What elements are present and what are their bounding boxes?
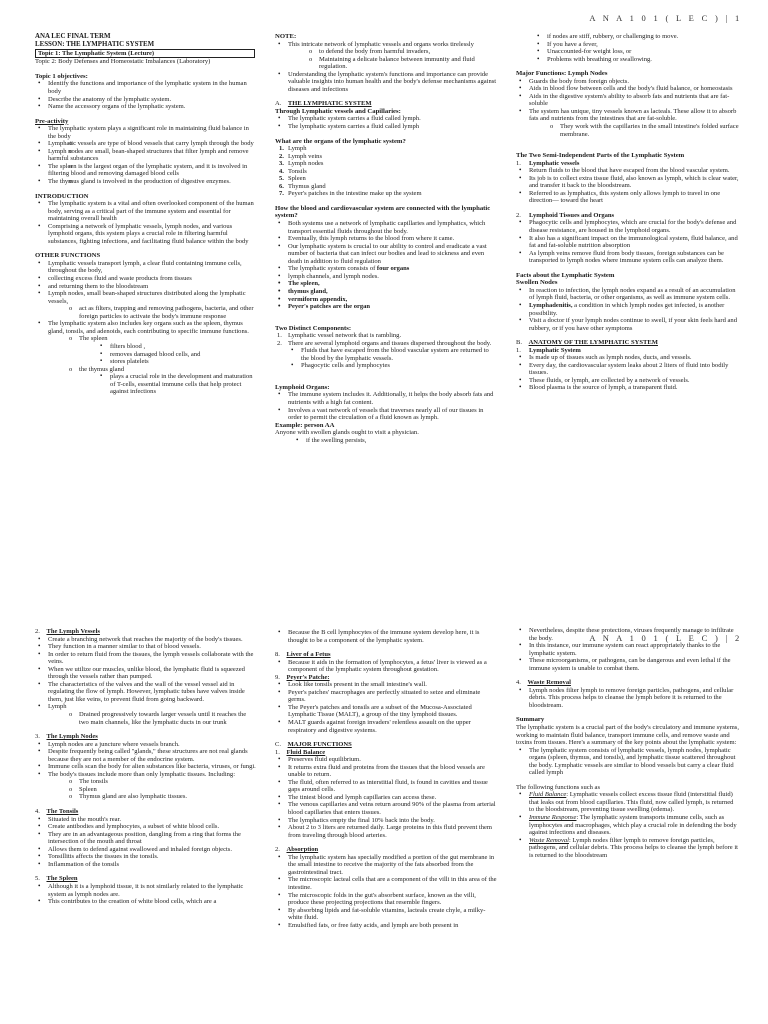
list-item: • The lymphatic system consists of lymphatic vessels, lymph nodes, lymphatic organs (spleen, thymus, and tonsils), and lymphatic tissue scattered throughout the body. Lymphatic vessels are similar to blood vessels but carry a clear fluid called lymph (516, 747, 740, 777)
facts-list (516, 287, 740, 332)
list-item: • The immune system includes it. Additionally, it helps the body absorb fats and nutrients with a high fat content. (275, 391, 498, 406)
objectives-heading: Topic 1 objectives: (35, 72, 88, 80)
list-item: • Aids in blood flow between cells and the body's fluid balance, or homeostasis (516, 85, 740, 93)
example-heading: Example: person AA (275, 421, 335, 429)
list-item: 4. Tonsils (279, 167, 307, 175)
list-item: • This intricate network of lymphatic vessels and organs works tirelessly o to defend the body from harmful invaders, o Maintaining a delicate balance between immunity and fluid regulation. (275, 41, 498, 71)
topic-1-box: Topic 1: The Lymphatic System (Lecture) (35, 49, 255, 59)
page-1-column-3 (516, 33, 740, 392)
list-item: • if nodes are stiff, rubbery, or challenging to move. (534, 33, 740, 41)
section-9-heading: 9. Peyer's Patche: (275, 673, 330, 681)
list-item: • Identify the functions and importance of the lymphatic system in the human body (35, 80, 257, 95)
page-number: A N A 1 0 1 ( L E C ) | 1 (589, 13, 742, 23)
peyers-list (275, 681, 498, 734)
summary-list (516, 747, 740, 777)
section-3-heading: 3. The Lymph Nodes (35, 733, 98, 741)
sub-item: o the thymus gland ▪ plays a crucial role in the development and maturation of T-cells, essential immune cells that help protect against infections (66, 366, 257, 396)
list-item: • Lymph o Drained progressively towards larger vessels until it reaches the two main channels, like the lymphatic ducts in our trunk (35, 703, 257, 726)
list-item: • Fluid Balance: Lymphatic vessels collect excess tissue fluid (interstitial fluid) that leaks out from blood capillaries. This fluid, now called lymph, is returned to the bloodstream, preventing tissue swelling (edema). (516, 791, 740, 814)
list-item: • Our lymphatic system is crucial to our ability to control and eradicate a vast number of bacteria that can infect our bodies and lead to sickness and even death in addition to fluid regulation (275, 243, 498, 266)
list-item: • The lymphatic system carries a fluid called lymph (275, 123, 498, 131)
fluid-balance-list (275, 756, 498, 839)
list-item: • lymph channels, and lymph nodes. (275, 273, 498, 281)
b-cell-list (275, 629, 498, 644)
list-item: • Tonsillitis affects the tissues in the tonsils. (35, 853, 257, 861)
other-functions-list (35, 260, 257, 396)
how-connected-list (275, 220, 498, 311)
document-title: ANA LEC FINAL TERM (35, 33, 111, 40)
sub-item: o act as filters, trapping and removing pathogens, bacteria, and other foreign particles to activate the body's immune response (66, 305, 257, 320)
sub-item: • Is made up of tissues such as lymph nodes, ducts, and vessels. (516, 354, 740, 362)
list-item: • Unaccounted-for weight loss, or (534, 48, 740, 56)
other-functions-heading: OTHER FUNCTIONS (35, 252, 101, 260)
list-item: • In reaction to infection, the lymph nodes expand as a result of an accumulation of lymph fluid, bacteria, or other organisms, as well as immune system cells. (516, 287, 740, 302)
list-item: • Involves a vast network of vessels that traverses nearly all of our tissues in order to permit the circulation of a fluid known as lymph. (275, 407, 498, 422)
sub-item: • Referred to as lymphatics, this system only allows lymph to travel in one direction— toward the heart (516, 190, 740, 205)
list-item: • Understanding the lymphatic system's functions and importance can provide valuable insights into human health and the body's defense mechanisms against diseases and infections (275, 71, 498, 94)
list-item: • Eventually, this lymph returns to the blood from where it came. (275, 235, 498, 243)
list-item: • Create antibodies and lymphocytes, a subset of white blood cells. (35, 823, 257, 831)
list-item: • The microscopic lacteal cells that are a component of the villi in this area of the intestine. (275, 876, 498, 891)
list-item: • When we utilize our muscles, unlike blood, the lymphatic fluid is squeezed through the vessels rather than pumped. (35, 666, 257, 681)
sub-sub-item: ▪ plays a crucial role in the development and maturation of T-cells, essential immune cells that help protect against infections (97, 373, 257, 396)
note-list (275, 41, 498, 94)
list-item: • The lymphatic system plays a significant role in maintaining fluid balance in the body (35, 125, 257, 140)
list-item: • MALT guards against foreign invaders' relentless assault on the upper respiratory and digestive systems. (275, 719, 498, 734)
lymphoid-organs-heading: Lymphoid Organs: (275, 383, 330, 391)
facts-heading: Facts about the Lymphatic System (516, 271, 615, 279)
fetus-liver-list (275, 659, 498, 674)
sub-item: o Maintaining a delicate balance between immunity and fluid regulation. (306, 56, 498, 71)
list-item: • Because it aids in the formation of lymphocytes, a fetus' liver is viewed as a component of the lymphatic system throughout gestation. (275, 659, 498, 674)
list-item: • Comprising a network of lymphatic vessels, lymph nodes, and various lymphoid organs, this system plays a crucial role in filtering harmful substances, fighting infections, and facilitating fluid balance within the body (35, 223, 257, 246)
section-2-heading: 2. The Lymph Vessels (35, 628, 100, 635)
sub-item: o The spleen ▪ filters blood , ▪ removes damaged blood cells, and ▪ stores platelets (66, 335, 257, 365)
page-number: A N A 1 0 1 ( L E C ) | 2 (589, 633, 742, 643)
lymph-nodes-list (35, 741, 257, 801)
major-functions-list (516, 78, 740, 138)
carries-list (275, 115, 498, 130)
sub-item: • These fluids, or lymph, are collected by a network of vessels. (516, 377, 740, 385)
list-item: • Allows them to defend against swallowed and inhaled foreign objects. (35, 846, 257, 854)
components-list (275, 332, 498, 370)
list-item: • Describe the anatomy of the lymphatic system. (35, 96, 257, 104)
through-heading: Through Lymphatic vessels and Capillaries: (275, 107, 401, 115)
two-components-heading: Two Distinct Components: (275, 324, 352, 332)
sub-item: • Return fluids to the blood that have escaped from the blood vascular system. (516, 167, 740, 175)
page-1-column-2 (275, 33, 498, 444)
list-item: • The lymphatic system also includes key organs such as the spleen, thymus gland, tonsils, and adenoids, each contributing to specific immune functions. o The spleen ▪ filters blood , ▪ removes damaged blood cells, and ▪ stores platelets o the thymus gland ▪ plays a crucial role in the development and maturation of T-cells, essential immune cells that help protect against infections (35, 320, 257, 395)
lymph-vessels-list (35, 636, 257, 727)
list-item: 1. Lymphatic vessels • Return fluids to the blood that have escaped from the blood vascular system. • Its job is to collect extra tissue fluid, also known as lymph, which is clear water, and transfer it back to the bloodstream. • Referred to as lymphatics, this system only allows lymph to travel in one direction— toward the heart (516, 160, 740, 205)
sub-item: • As lymph veins remove fluid from body tissues, foreign substances can be transported to lymph nodes where immune system cells can analyze them. (516, 250, 740, 265)
summary-heading: Summary (516, 716, 545, 724)
sub-item: o They work with the capillaries in the small intestine's folded surface membrane. (547, 123, 740, 138)
list-item: • Peyer's patches are the organ (275, 303, 498, 311)
list-item: • thymus gland, (275, 288, 498, 296)
list-item: • Although it is a lymphoid tissue, it is not similarly related to the lymphatic system as lymph nodes are. (35, 883, 257, 898)
list-item: • vermiform appendix, (275, 296, 498, 304)
list-item: • It returns extra fluid and proteins from the tissues that the blood vessels are unable to return. (275, 764, 498, 779)
list-item: • They are in an advantageous position, dangling from a ring that forms the intersection of the mouth and throat (35, 831, 257, 846)
pre-activity-heading: Pre-activity (35, 117, 69, 125)
anatomy-list (516, 347, 740, 392)
list-item: 2. Lymph veins (279, 152, 323, 160)
semi-independent-list (516, 160, 740, 265)
list-item: • Nevertheless, despite these protections, viruses frequently manage to infiltrate the body. (516, 627, 740, 642)
semi-independent-heading: The Two Semi-Independent Parts of the Lymphatic System (516, 152, 685, 160)
list-item: • The lymphatic system carries a fluid called lymph. (275, 115, 498, 123)
list-item: 2. Lymphoid Tissues and Organs • Phagocytic cells and lymphocytes, which are crucial for the body's defense and disease resistance, are housed in the lymphoid organs. • It also has a significant impact on the immunological system, fluid balance, and fat and fat-soluble nutrition absorption • As lymph veins remove fluid from body tissues, foreign substances can be transported to lymph nodes where immune system cells can analyze them. (516, 212, 740, 265)
sub-sub-item: ▪ stores platelets (97, 358, 257, 366)
list-item: 7. Peyer's patches in the intestine make up the system (279, 190, 422, 198)
fluid-balance-heading: 1. Fluid Balance (275, 748, 326, 756)
functions-list (516, 791, 740, 859)
introduction-heading: INTRODUCTION (35, 192, 89, 200)
page-1-column-1 (35, 33, 257, 396)
summary-text: The lymphatic system is a crucial part of the body's circulatory and immune systems, working to maintain fluid balance, transport immune cells, and remove waste and toxins from tissues. Here's a summary of the key points about the lymphatic system: (516, 724, 739, 747)
sub-item: • Fluids that have escaped from the blood vascular system are returned to the blood by the lymphatic vessels. (288, 347, 498, 362)
sub-sub-item: ▪ filters blood , (97, 343, 257, 351)
absorption-heading: 2. Absorption (275, 846, 319, 854)
list-item: • Waste Removal: Lymph nodes filter lymph to remove foreign particles, pathogens, and cellular debris. This process helps to cleanse the lymph before it is returned to the bloodstream (516, 837, 740, 860)
list-item: • Situated in the mouth's rear. (35, 816, 257, 824)
sub-sub-item: ▪ removes damaged blood cells, and (97, 351, 257, 359)
major-functions-heading: Major Functions: Lymph Nodes (516, 70, 608, 78)
list-item: • Visit a doctor if your lymph nodes continue to swell, if your skin feels hard and rubbery, or if you have other symptoms (516, 317, 740, 332)
list-item: • Lymph nodes are small, bean-shaped structures that filter lymph and remove harmful substances (35, 148, 257, 163)
list-item: • The venous capillaries and veins return around 90% of the plasma from arterial blood capillaries that enters tissues. (275, 801, 498, 816)
organs-question: What are the organs of the lymphatic system? (275, 137, 406, 145)
section-c-heading: C. MAJOR FUNCTIONS (275, 741, 352, 749)
list-item: • The lymphatic system has specially modified a portion of the gut membrane in the small intestine to receive the majority of the fats absorbed from the gastrointestinal tract. (275, 854, 498, 877)
list-item: • Look like tonsils present in the small intestine's wall. (275, 681, 498, 689)
list-item: • The thymus gland is involved in the production of digestive enzymes. (35, 178, 257, 186)
tonsils-list (35, 816, 257, 869)
pre-activity-list (35, 125, 257, 185)
list-item: • Lymphatic vessels transport lymph, a clear fluid containing immune cells, throughout the body, (35, 260, 257, 275)
example-list (293, 437, 498, 445)
list-item: • Because the B cell lymphocytes of the immune system develop here, it is thought to be a component of the lymphatic system. (275, 629, 498, 644)
page-2 (0, 600, 768, 1024)
list-item: • In this instance, our immune system can react appropriately thanks to the lymphatic system. (516, 642, 740, 657)
list-item: • Create a branching network that reaches the majority of the body's tissues. (35, 636, 257, 644)
list-item: • Lymph nodes filter lymph to remove foreign particles, pathogens, and cellular debris. This process helps to cleanse the lymph before it is returned to the bloodstream. (516, 687, 740, 710)
list-item: • The microscopic folds in the gut's absorbent surface, known as the villi, produce these projecting projections that resemble fingers. (275, 892, 498, 907)
list-item: • The lymphatics empty the final 10% back into the body. (275, 817, 498, 825)
section-b-heading: B. ANATOMY OF THE LYMPHATIC SYSTEM (516, 339, 658, 347)
sub-item: • Its job is to collect extra tissue fluid, also known as lymph, which is clear water, and transfer it back to the bloodstream. (516, 175, 740, 190)
sub-item: • Blood plasma is the source of lymph, a transparent fluid. (516, 384, 740, 392)
page-2-column-3 (516, 627, 740, 859)
list-item: • Both systems use a network of lymphatic capillaries and lymphatics, which transport essential fluids throughout the body. (275, 220, 498, 235)
sub-item: • Every day, the cardiovascular system leaks about 2 liters of fluid into bodily tissues. (516, 362, 740, 377)
list-item: • Aids in the digestive system's ability to absorb fats and nutrients that are fat-soluble (516, 93, 740, 108)
list-item: • The spleen is the largest organ of the lymphatic system, and it is involved in filtering blood and removing damaged blood cells (35, 163, 257, 178)
sub-item: o to defend the body from harmful invaders, (306, 48, 498, 56)
functions-intro: The following functions such as (516, 783, 601, 791)
list-item: • The lymphatic system is a vital and often overlooked component of the human body, serving as a critical part of the immune system and essential for maintaining overall health (35, 200, 257, 223)
list-item: • Preserves fluid equilibrium. (275, 756, 498, 764)
lymphoid-organs-list (275, 391, 498, 421)
list-item: • Lymphadenitis, a condition in which lymph nodes get infected, is another possibility. (516, 302, 740, 317)
section-8-heading: 8. Liver of a Fetus (275, 651, 331, 659)
list-item: 1. Lymphatic System • Is made up of tissues such as lymph nodes, ducts, and vessels. • Every day, the cardiovascular system leaks about 2 liters of fluid into bodily tissues. • These fluids, or lymph, are collected by a network of vessels. • Blood plasma is the source of lymph, a transparent fluid. (516, 347, 740, 392)
list-item: • Peyer's patches' macrophages are perfectly situated to seize and eliminate germs. (275, 689, 498, 704)
section-5-heading: 5. The Spleen (35, 875, 78, 883)
list-item: • Emulsified fats, or free fatty acids, and lymph are both present in (275, 922, 498, 930)
list-item: 1. Lymph (279, 145, 307, 153)
list-item: • Despite frequently being called "glands," these structures are not real glands because they are not a member of the endocrine system. (35, 748, 257, 763)
list-item: 2. There are several lymphoid organs and tissues dispersed throughout the body. • Fluids that have escaped from the blood vascular system are returned to the blood by the lymphatic vessels. • Phagocytic cells and lymphocytes (275, 340, 498, 370)
sub-item: • It also has a significant impact on the immunological system, fluid balance, and fat and fat-soluble nutrition absorption (516, 235, 740, 250)
sub-item: • Phagocytic cells and lymphocytes (288, 362, 498, 370)
waste-removal-heading: 4. Waste Removal (516, 679, 571, 687)
list-item: 3. Lymph nodes (279, 160, 324, 168)
immune-list (516, 627, 740, 672)
list-item: • The spleen, (275, 280, 498, 288)
list-item: • Guards the body from foreign objects. (516, 78, 740, 86)
sub-item: o Spleen (66, 786, 257, 794)
objectives-list (35, 80, 257, 110)
list-item: • About 2 to 3 liters are returned daily. Large proteins in this fluid prevent them from traveling through blood arteries. (275, 824, 498, 839)
spleen-list (35, 883, 257, 906)
list-item: • Immune Response: The lymphatic system transports immune cells, such as lymphocytes and macrophages, which play a crucial role in defending the body against infections and diseases. (516, 814, 740, 837)
topic-2: Topic 2: Body Defenses and Homeostatic Imbalances (Laboratory) (35, 58, 211, 66)
page-2-column-2 (275, 629, 498, 929)
sub-item: • Phagocytic cells and lymphocytes, which are crucial for the body's defense and disease resistance, are housed in the lymphoid organs. (516, 219, 740, 234)
organs-list (275, 145, 498, 198)
list-item: • Inflammation of the tonsils (35, 861, 257, 869)
list-item: • Name the accessory organs of the lymphatic system. (35, 103, 257, 111)
list-item: • Problems with breathing or swallowing. (534, 56, 740, 64)
list-item: • They function in a manner similar to that of blood vessels. (35, 643, 257, 651)
list-item: • The system has unique, tiny vessels known as lacteals. These allow it to absorb fats and nutrients from the intestines that are fat-soluble. o They work with the capillaries in the small intestine's folded surface membrane. (516, 108, 740, 138)
note-heading: NOTE: (275, 33, 297, 40)
how-connected-heading: How the blood and cardiovascular system are connected with the lymphatic system? (275, 204, 491, 220)
page-2-col1 (35, 628, 257, 906)
list-item: • Immune cells scan the body for alien substances like bacteria, viruses, or fungi. (35, 763, 257, 771)
list-item: • Lymph nodes are a juncture where vessels branch. (35, 741, 257, 749)
list-item: • This contributes to the creation of white blood cells, which are a (35, 898, 257, 906)
list-item: • If you have a fever, (534, 41, 740, 49)
list-item: • The characteristics of the valves and the wall of the vessel vessel aid in regulating the flow of lymph. However, lymphatic tubes have valves inside them, just like veins, to prevent fluid from going backward. (35, 681, 257, 704)
list-item: • Lymph nodes, small bean-shaped structures distributed along the lymphatic vessels, o act as filters, trapping and removing pathogens, bacteria, and other foreign particles to activate the body's immune response (35, 290, 257, 320)
sub-item: o Thymus gland are also lymphatic tissues. (66, 793, 257, 801)
list-item: • The Peyer's patches and tonsils are a subset of the Mucosa-Associated Lymphatic Tissue (MALT), a group of the tiny lymphoid tissues. (275, 704, 498, 719)
section-a-heading: A. THE LYMPHATIC SYSTEM (275, 100, 372, 108)
sub-item: o The tonsils (66, 778, 257, 786)
absorption-list (275, 854, 498, 929)
list-item: • collecting excess fluid and waste products from tissues (35, 275, 257, 283)
list-item: • The lymphatic system consists of four organs (275, 265, 498, 273)
list-item: • These microorganisms, or pathogens, can be dangerous and even lethal if the immune system is unable to combat them. (516, 657, 740, 672)
section-4-heading: 4. The Tonsils (35, 808, 79, 816)
list-item: • The tiniest blood and lymph capillaries can access these. (275, 794, 498, 802)
list-item: • The body's tissues include more than only lymphatic tissues. Including: o The tonsils o Spleen o Thymus gland are also lymphatic tissues. (35, 771, 257, 801)
list-item: 5. Spleen (279, 175, 306, 183)
sub-item: o Drained progressively towards larger vessels until it reaches the two main channels, like the lymphatic ducts in our trunk (66, 711, 257, 726)
swollen-nodes-heading: Swollen Nodes (516, 279, 558, 287)
list-item: • and returning them to the bloodstream (35, 283, 257, 291)
list-item: • By absorbing lipids and fat-soluble vitamins, lacteals create chyle, a milky-white fluid. (275, 907, 498, 922)
list-item: • The fluid, often referred to as interstitial fluid, is found in cavities and tissue gaps around cells. (275, 779, 498, 794)
example-text: Anyone with swollen glands ought to visit a physician. (275, 429, 419, 437)
waste-removal-list (516, 687, 740, 710)
list-item: • Lymphatic vessels are type of blood vessels that carry lymph through the body (35, 140, 257, 148)
list-item: • if the swelling persists, (293, 437, 498, 445)
list-item: 6. Thymus gland (279, 182, 326, 190)
symptoms-list (534, 33, 740, 63)
introduction-list (35, 200, 257, 245)
list-item: 1. Lymphatic vessel network that is rambling. (277, 332, 402, 340)
list-item: • In order to return fluid from the tissues, the lymph vessels collaborate with the veins. (35, 651, 257, 666)
lesson-title: LESSON: THE LYMPHATIC SYSTEM (35, 40, 155, 48)
